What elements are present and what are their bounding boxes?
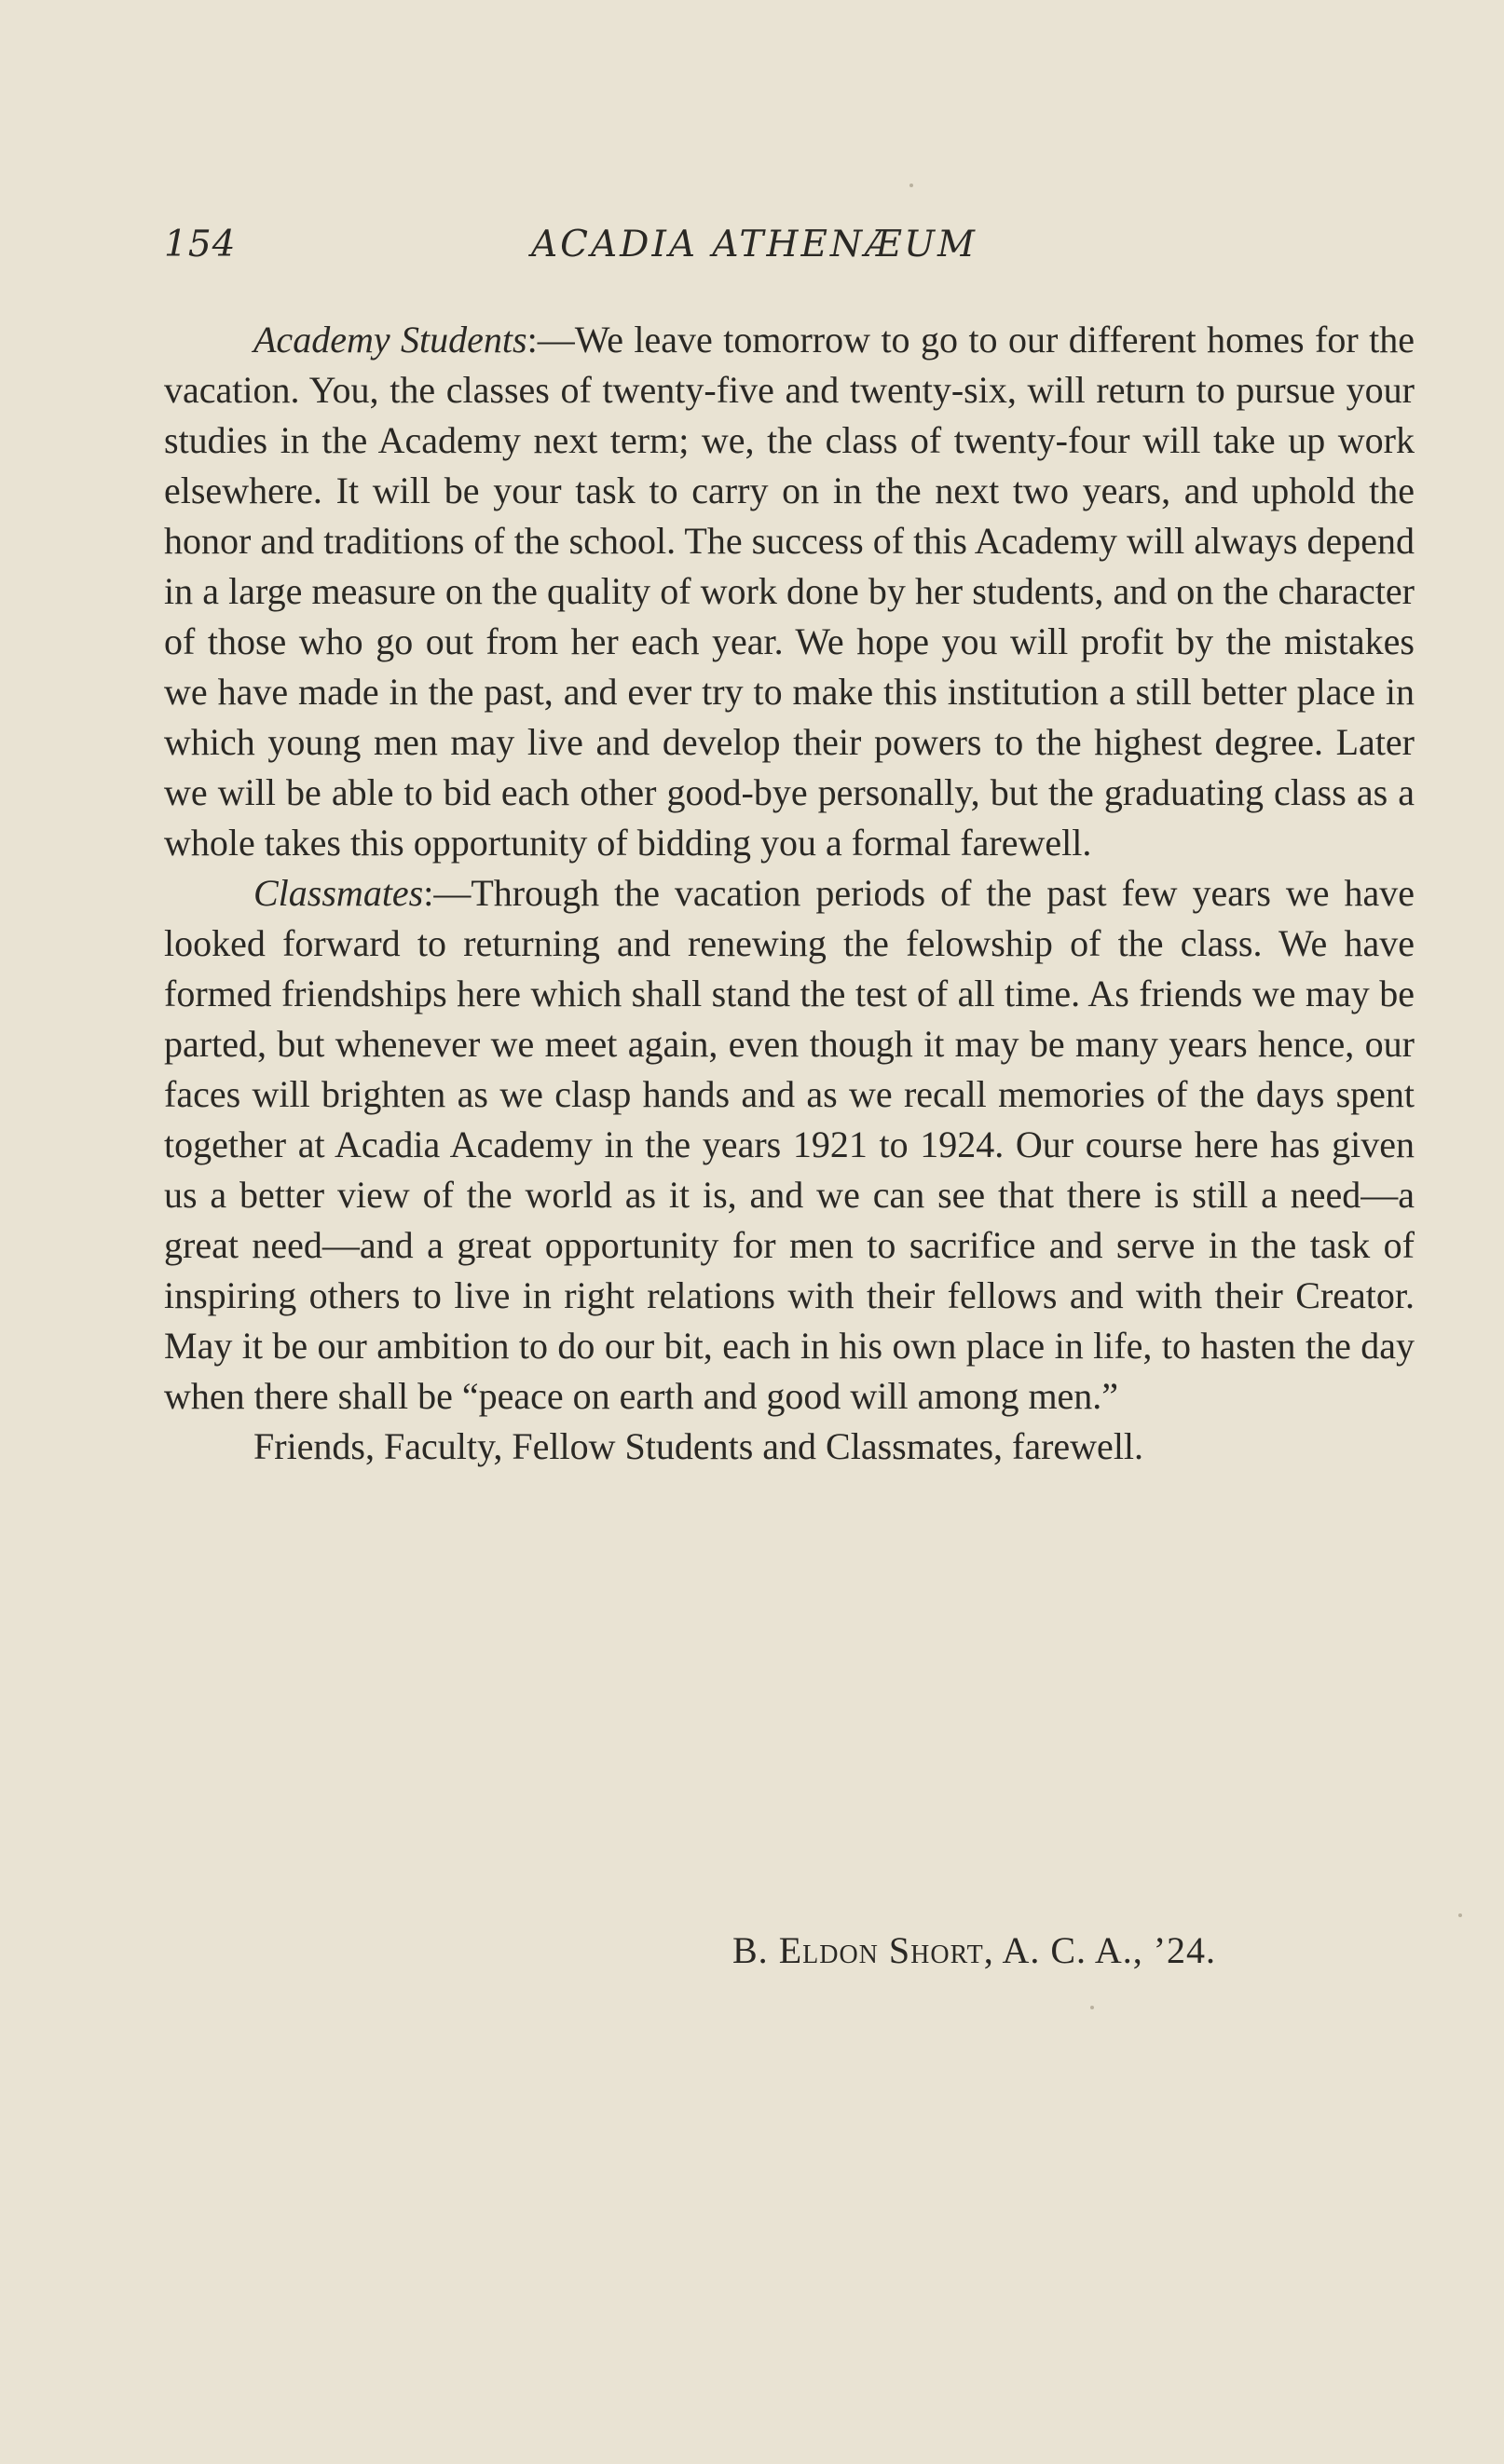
paragraph-classmates — [164, 868, 1415, 1422]
paragraph-text: :—Through the vacation periods of the past few years we have looked forward to returning and renewing the felowship of the class. We have formed friendships here which shall stand the test of all time. As friends we may be parted, but whenever we meet again, even though it may be many years hence, our faces will brighten as we clasp hands and as we recall memories of the days spent together at Acadia Academy in the years 1921 to 1924. Our course here has given us a better view of the world as it is, and we can see that there is still a need—a great need—and a great opportunity for men to sacrifice and serve in the task of inspiring others to live in right relations with their fellows and with their Creator. May it be our ambition to do our bit, each in his own place in life, to hasten the day when there shall be “peace on earth and good will among men.” — [164, 872, 1415, 1417]
signature — [732, 1928, 1216, 1972]
paper-speck — [1458, 1913, 1462, 1917]
paragraph-text: Friends, Faculty, Fellow Students and Classmates, farewell. — [253, 1425, 1144, 1467]
paragraph-lead: Classmates — [253, 872, 424, 914]
running-title: ACADIA ATHENÆUM — [531, 224, 978, 265]
article-body — [164, 315, 1415, 1472]
paper-speck — [1090, 2006, 1094, 2009]
signature-first-name: Eldon — [778, 1929, 879, 1971]
paragraph-farewell — [164, 1422, 1415, 1472]
paragraph-academy-students — [164, 315, 1415, 868]
paragraph-lead: Academy Students — [253, 319, 527, 361]
page-header — [164, 224, 1416, 279]
page-number: 154 — [164, 224, 237, 265]
paper-speck — [909, 184, 913, 187]
signature-suffix: , A. C. A., ’24. — [983, 1929, 1217, 1971]
paragraph-text: :—We leave tomorrow to go to our different homes for the vacation. You, the classes of twenty-five and twenty-six, will return to pursue your studies in the Academy next term; we, the class of twenty-four will take up work elsewhere. It will be your task to carry on in the next two years, and uphold the honor and traditions of the school. The success of this Academy will always depend in a large measure on the quality of work done by her students, and on the character of those who go out from her each year. We hope you will profit by the mistakes we have made in the past, and ever try to make this institution a still better place in which young men may live and develop their powers to the highest degree. Later we will be able to bid each other good-bye personally, but the graduating class as a whole takes this opportunity of bidding you a formal farewell. — [164, 319, 1415, 864]
signature-initial: B. — [732, 1929, 769, 1971]
signature-last-name: Short — [888, 1929, 984, 1971]
